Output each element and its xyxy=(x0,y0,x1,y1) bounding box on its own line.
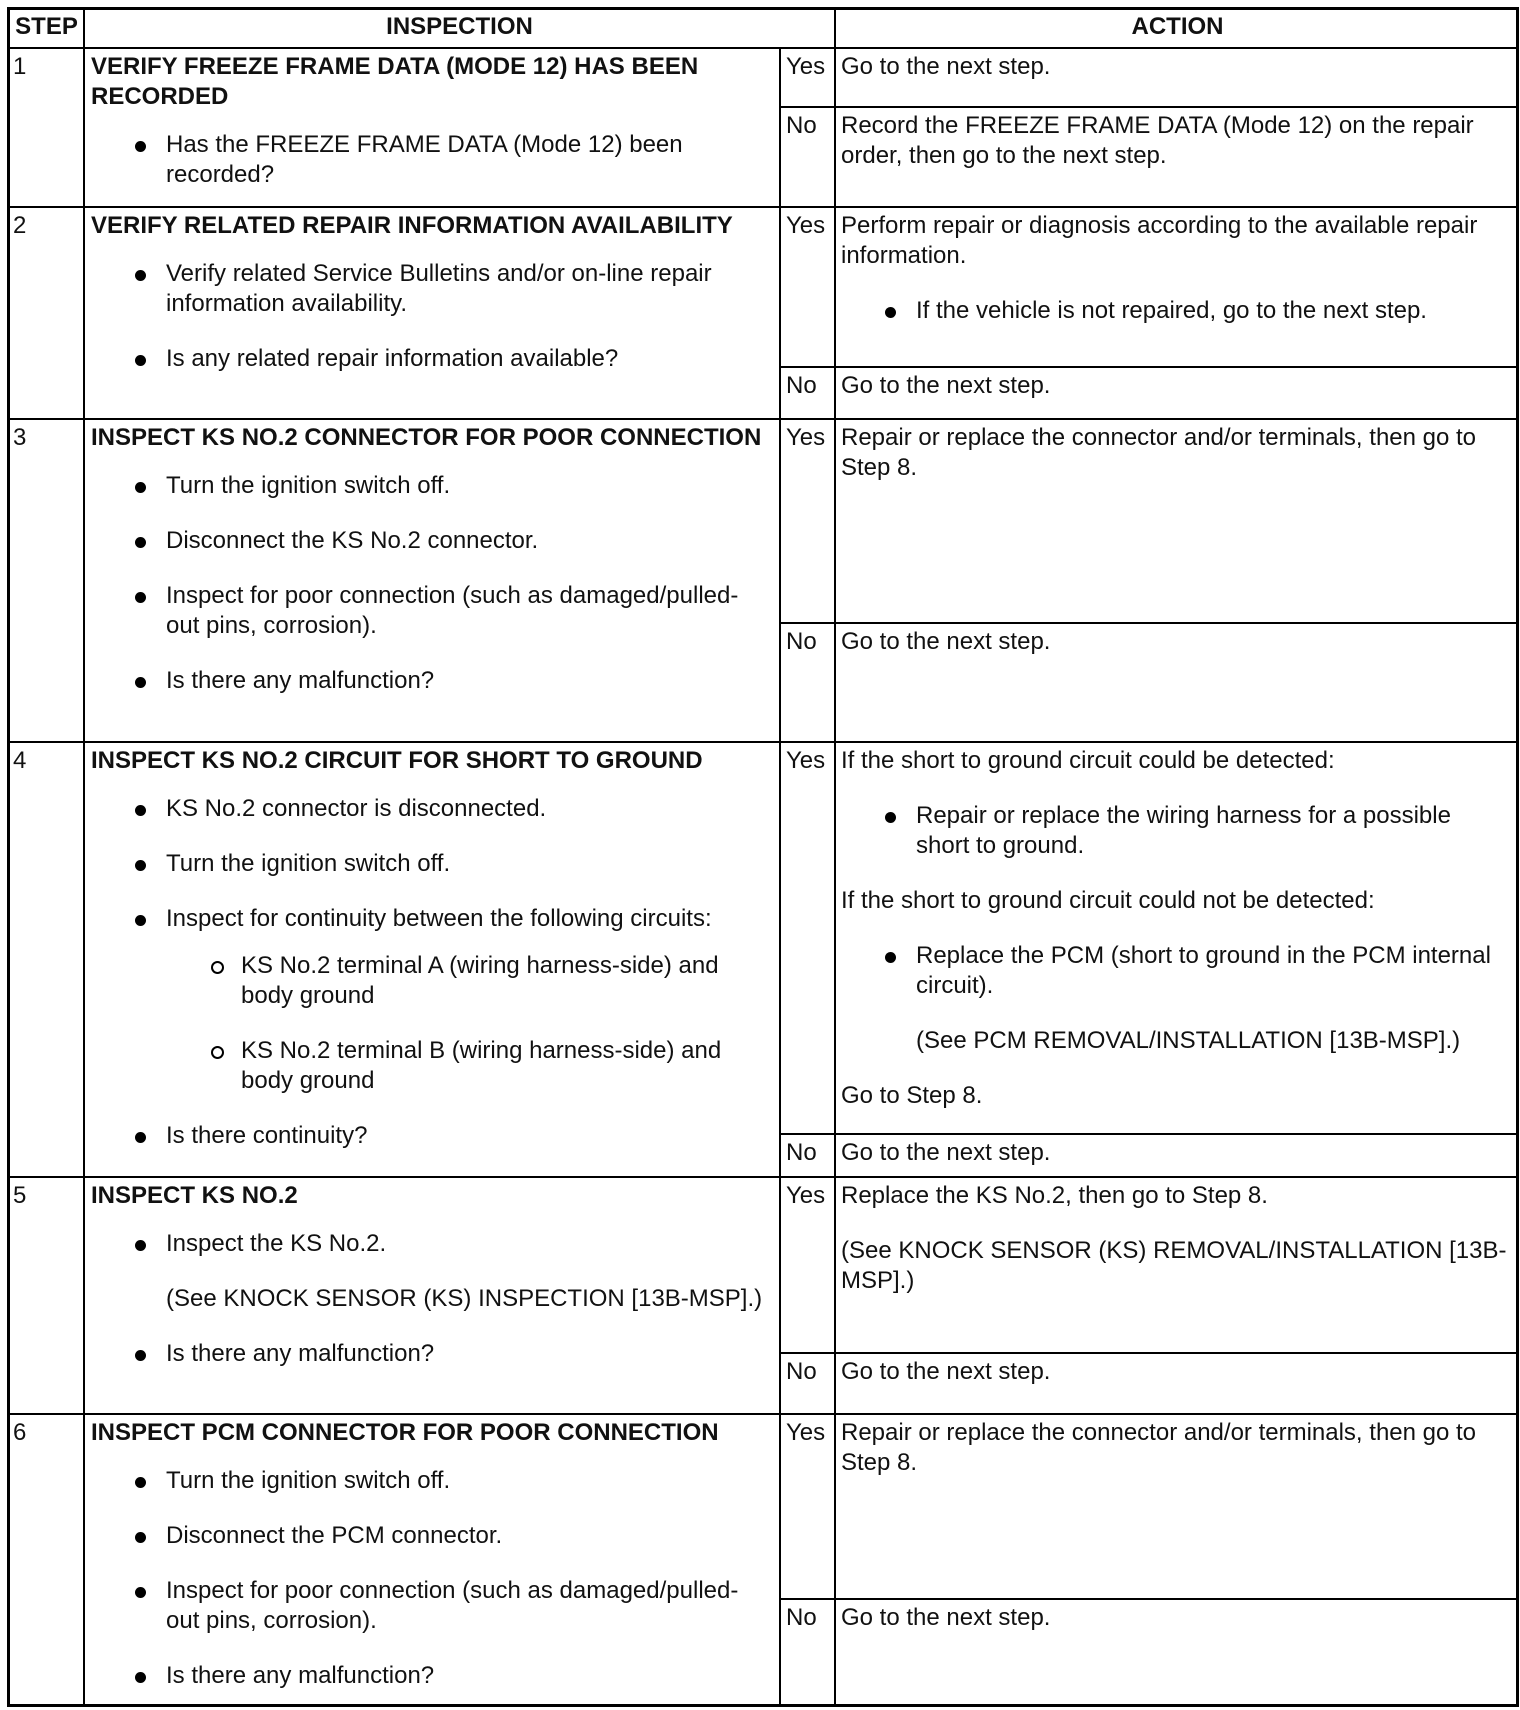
header-inspection: INSPECTION xyxy=(386,13,533,40)
action-text: Go to Step 8. xyxy=(841,1082,983,1109)
no-label: No xyxy=(786,1139,817,1166)
step-inspection xyxy=(85,49,779,190)
step-inspection xyxy=(85,743,779,1151)
step-title: INSPECT KS NO.2 xyxy=(91,1182,298,1209)
inspection-bullet: Disconnect the KS No.2 connector. xyxy=(91,526,769,556)
action-text: Go to the next step. xyxy=(841,628,1051,655)
inspection-bullet: Is there any malfunction? xyxy=(91,1339,769,1369)
inspection-sub-bullets xyxy=(166,951,769,1096)
no-action xyxy=(836,1135,1519,1168)
header-action: ACTION xyxy=(1131,13,1224,40)
header-step: STEP xyxy=(15,13,78,40)
step-number: 6 xyxy=(13,1419,27,1446)
yes-action xyxy=(836,1178,1519,1296)
no-action xyxy=(836,108,1519,171)
inspection-bullet: Turn the ignition switch off. xyxy=(91,471,769,501)
action-text: If the short to ground circuit could not be detected: xyxy=(841,887,1375,914)
inspection-bullet: Is there continuity? xyxy=(91,1121,769,1151)
action-text: Replace the KS No.2, then go to Step 8. xyxy=(841,1182,1268,1209)
inspection-bullets xyxy=(91,130,769,190)
action-text: Go to the next step. xyxy=(841,1604,1051,1631)
inspection-bullet: Verify related Service Bulletins and/or on-line repair information availability. xyxy=(91,259,769,319)
action-bullet: If the vehicle is not repaired, go to the next step. xyxy=(841,296,1507,326)
step-inspection xyxy=(85,1415,779,1691)
inspection-bullet-text: Inspect the KS No.2. xyxy=(166,1230,387,1257)
step-inspection xyxy=(85,1178,779,1369)
step-title: VERIFY RELATED REPAIR INFORMATION AVAILABILITY xyxy=(91,212,733,239)
inspection-bullets xyxy=(91,1466,769,1691)
inspection-bullets xyxy=(91,794,769,1151)
step-number: 1 xyxy=(13,53,27,80)
inspection-bullet-with-note xyxy=(91,1229,769,1314)
action-text: Record the FREEZE FRAME DATA (Mode 12) on the repair order, then go to the next step. xyxy=(841,112,1474,169)
inspection-bullet: Is there any malfunction? xyxy=(91,1661,769,1691)
no-label: No xyxy=(786,372,817,399)
action-text: Repair or replace the connector and/or terminals, then go to Step 8. xyxy=(841,424,1477,481)
inspection-bullet-text: Inspect for continuity between the following circuits: xyxy=(166,905,712,932)
action-bullet: Replace the PCM (short to ground in the PCM internal circuit). xyxy=(841,941,1507,1001)
step-number: 2 xyxy=(13,212,27,239)
action-text: Go to the next step. xyxy=(841,53,1051,80)
step-number: 3 xyxy=(13,424,27,451)
yes-action xyxy=(836,49,1519,82)
action-bullets xyxy=(841,296,1507,326)
inspection-reference-note: (See KNOCK SENSOR (KS) INSPECTION [13B-MSP].) xyxy=(166,1285,763,1312)
inspection-bullet: Disconnect the PCM connector. xyxy=(91,1521,769,1551)
no-label: No xyxy=(786,1604,817,1631)
inspection-bullet: Inspect for poor connection (such as damaged/pulled-out pins, corrosion). xyxy=(91,581,769,641)
action-bullets xyxy=(841,941,1507,1001)
no-action xyxy=(836,368,1519,401)
inspection-bullets xyxy=(91,1229,769,1369)
action-bullets xyxy=(841,801,1507,861)
step-title: INSPECT KS NO.2 CIRCUIT FOR SHORT TO GROUND xyxy=(91,747,703,774)
inspection-bullets xyxy=(91,471,769,696)
inspection-bullet: Turn the ignition switch off. xyxy=(91,1466,769,1496)
yes-action xyxy=(836,743,1519,1111)
yes-action xyxy=(836,208,1519,326)
yes-label: Yes xyxy=(786,424,826,451)
no-label: No xyxy=(786,628,817,655)
no-action xyxy=(836,624,1519,657)
action-text: Go to the next step. xyxy=(841,1139,1051,1166)
inspection-bullet-with-sublist xyxy=(91,904,769,1096)
yes-label: Yes xyxy=(786,1182,826,1209)
inspection-bullet: Turn the ignition switch off. xyxy=(91,849,769,879)
no-action xyxy=(836,1600,1519,1633)
step-title: VERIFY FREEZE FRAME DATA (MODE 12) HAS BEEN RECORDED xyxy=(91,53,699,110)
yes-label: Yes xyxy=(786,1419,826,1446)
step-title: INSPECT KS NO.2 CONNECTOR FOR POOR CONNECTION xyxy=(91,424,762,451)
column-divider-yes-no xyxy=(779,48,781,1707)
action-text: Go to the next step. xyxy=(841,372,1051,399)
yes-label: Yes xyxy=(786,53,826,80)
inspection-bullet: Is any related repair information available? xyxy=(91,344,769,374)
inspection-bullets xyxy=(91,259,769,374)
inspection-sub-bullet: KS No.2 terminal A (wiring harness-side) and body ground xyxy=(166,951,769,1011)
yes-action xyxy=(836,1415,1519,1478)
inspection-bullet: Is there any malfunction? xyxy=(91,666,769,696)
no-label: No xyxy=(786,1358,817,1385)
diagnostic-procedure-table xyxy=(7,7,1519,1707)
inspection-bullet: Inspect for poor connection (such as damaged/pulled-out pins, corrosion). xyxy=(91,1576,769,1636)
inspection-bullet: KS No.2 connector is disconnected. xyxy=(91,794,769,824)
action-reference-note: (See KNOCK SENSOR (KS) REMOVAL/INSTALLATION [13B-MSP].) xyxy=(841,1237,1507,1294)
action-text: Repair or replace the connector and/or terminals, then go to Step 8. xyxy=(841,1419,1477,1476)
step-title: INSPECT PCM CONNECTOR FOR POOR CONNECTION xyxy=(91,1419,719,1446)
step-inspection xyxy=(85,420,779,696)
no-label: No xyxy=(786,112,817,139)
action-text: Go to the next step. xyxy=(841,1358,1051,1385)
inspection-sub-bullet: KS No.2 terminal B (wiring harness-side) and body ground xyxy=(166,1036,769,1096)
yes-label: Yes xyxy=(786,212,826,239)
yes-label: Yes xyxy=(786,747,826,774)
step-number: 5 xyxy=(13,1182,27,1209)
action-bullet: Repair or replace the wiring harness for a possible short to ground. xyxy=(841,801,1507,861)
no-action xyxy=(836,1354,1519,1387)
step-number: 4 xyxy=(13,747,27,774)
step-inspection xyxy=(85,208,779,374)
action-text: If the short to ground circuit could be detected: xyxy=(841,747,1335,774)
action-reference-note: (See PCM REMOVAL/INSTALLATION [13B-MSP].) xyxy=(916,1027,1461,1054)
action-text: Perform repair or diagnosis according to the available repair information. xyxy=(841,212,1478,269)
inspection-bullet: Has the FREEZE FRAME DATA (Mode 12) been recorded? xyxy=(91,130,769,190)
yes-action xyxy=(836,420,1519,483)
